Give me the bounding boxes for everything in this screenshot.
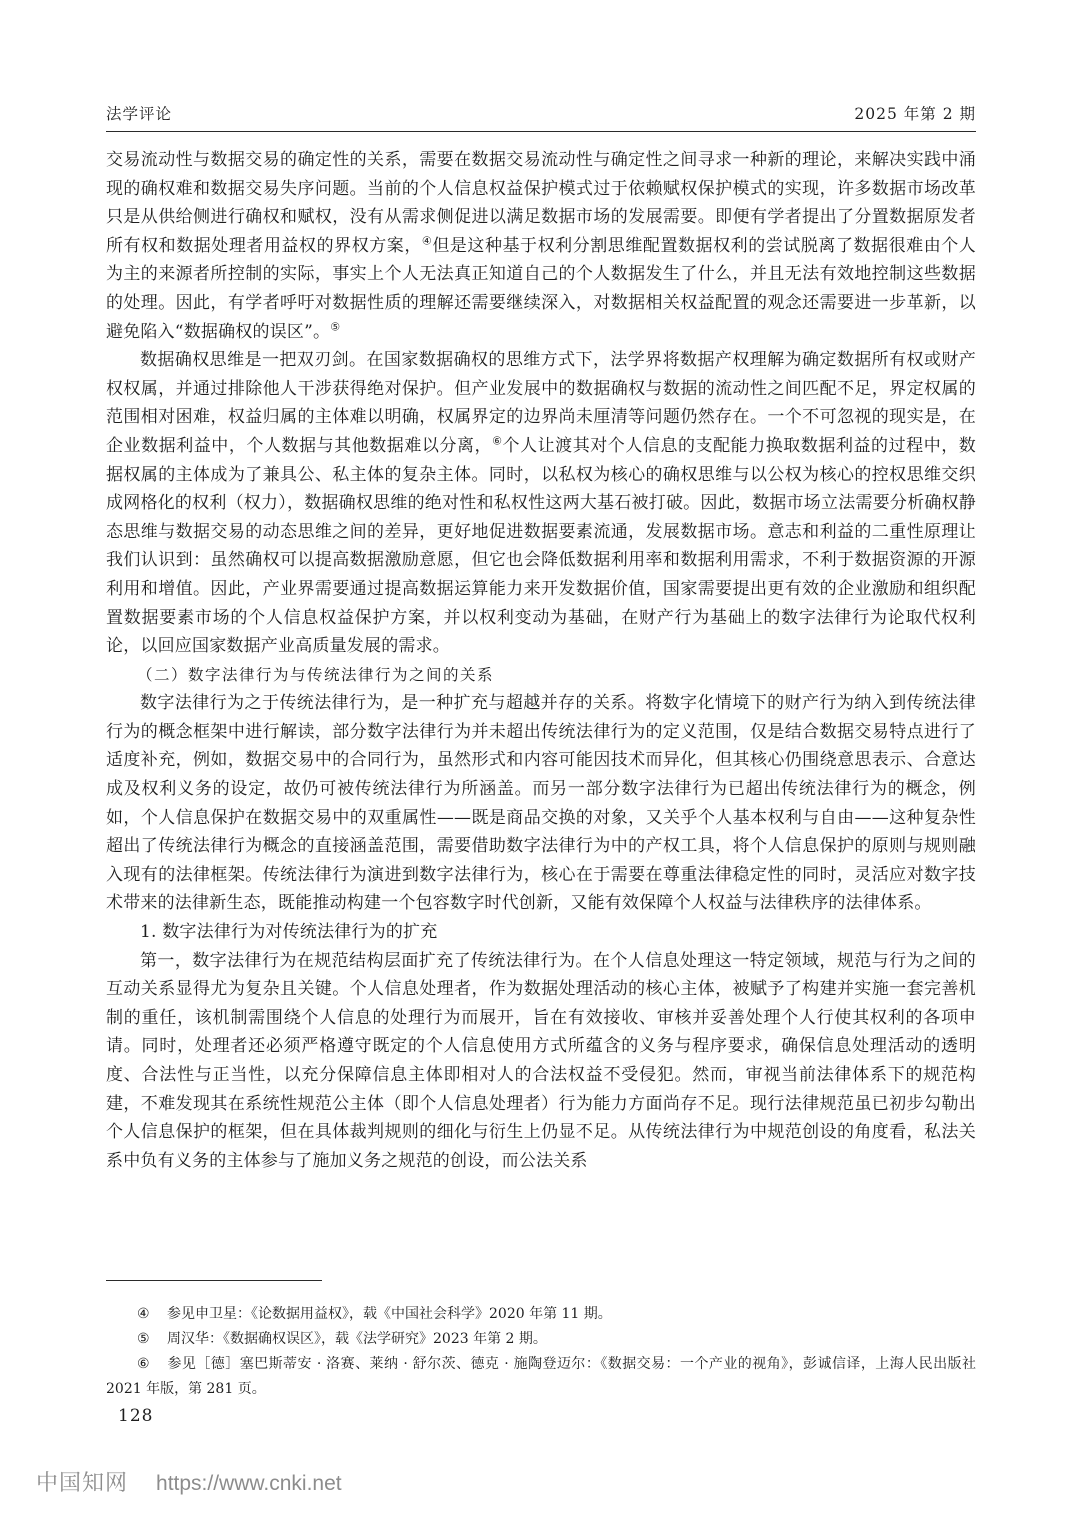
footnote-text: 周汉华：《数据确权误区》，载《法学研究》2023 年第 2 期。 (167, 1331, 547, 1347)
footnote-ref[interactable]: ④ (421, 234, 433, 248)
paragraph: 交易流动性与数据交易的确定性的关系，需要在数据交易流动性与确定性之间寻求一种新的理论，来解决实践中涌现的确权难和数据交易失序问题。当前的个人信息权益保护模式过于依赖赋权保护模式的实现，许多数据市场改革只是从供给侧进行确权和赋权，没有从需求侧促进以满足数据市场的发展需要。即便有学者提出了分置数据原发者所有权和数据处理者用益权的界权方案，④但是这种基于权利分割思维配置数据权利的尝试脱离了数据很难由个人为主的来源者所控制的实际，事实上个人无法真正知道自己的个人数据发生了什么，并且无法有效地控制这些数据的处理。因此，有学者呼吁对数据性质的理解还需要继续深入，对数据相关权益配置的观念还需要进一步革新，以避免陷入“数据确权的误区”。⑤ (106, 150, 976, 342)
section-heading: （二）数字法律行为与传统法律行为之间的关系 (137, 665, 495, 684)
paragraph: 数字法律行为之于传统法律行为，是一种扩充与超越并存的关系。将数字化情境下的财产行为纳入到传统法律行为的概念框架中进行解读，部分数字法律行为并未超出传统法律行为的定义范围，仅是结合数据交易特点进行了适度补充，例如，数据交易中的合同行为，虽然形式和内容可能因技术而异化，但其核心仍围绕意思表示、合意达成及权利义务的设定，故仍可被传统法律行为所涵盖。而另一部分数字法律行为已超出传统法律行为的概念，例如，个人信息保护在数据交易中的双重属性——既是商品交换的对象，又关乎个人基本权利与自由——这种复杂性超出了传统法律行为概念的直接涵盖范围，需要借助数字法律行为中的产权工具，将个人信息保护的原则与规则融入现有的法律框架。传统法律行为演进到数字法律行为，核心在于需要在尊重法律稳定性的同时，灵活应对数字技术带来的法律新生态，既能推动构建一个包容数字时代创新，又能有效保障个人权益与法律秩序的法律体系。 (106, 693, 976, 914)
footnote-ref[interactable]: ⑤ (330, 319, 341, 333)
article-body (106, 146, 976, 1175)
footnote (106, 1327, 976, 1352)
watermark-url[interactable]: https://www.cnki.net (156, 1472, 342, 1495)
footnote-text: 参见申卫星：《论数据用益权》，载《中国社会科学》2020 年第 11 期。 (167, 1306, 612, 1322)
cnki-logo: 中国知网 (36, 1471, 129, 1496)
footnote-rule (106, 1280, 322, 1281)
page-number: 128 (118, 1406, 154, 1426)
footnote-mark: ⑥ (137, 1356, 150, 1372)
footnotes (106, 1302, 976, 1402)
journal-title: 法学评论 (106, 105, 173, 123)
issue-label: 2025 年第 2 期 (854, 105, 976, 123)
watermark (36, 1466, 342, 1497)
running-header (106, 100, 976, 126)
footnote-mark: ⑤ (137, 1331, 150, 1347)
subsection-heading: 1. 数字法律行为对传统法律行为的扩充 (140, 922, 438, 943)
footnote (106, 1352, 976, 1402)
footnote-ref[interactable]: ⑥ (492, 434, 503, 448)
footnote (106, 1302, 976, 1327)
footnote-mark: ④ (137, 1306, 150, 1322)
header-rule (106, 131, 976, 132)
footnote-text: 参见［德］塞巴斯蒂安 · 洛赛、莱纳 · 舒尔茨、德克 · 施陶登迈尔：《数据交易：一个产业的视角》，彭诚信译，上海人民出版社 2021 年版，第 281 页。 (106, 1356, 976, 1397)
paragraph: 第一，数字法律行为在规范结构层面扩充了传统法律行为。在个人信息处理这一特定领域，规范与行为之间的互动关系显得尤为复杂且关键。个人信息处理者，作为数据处理活动的核心主体，被赋予了构建并实施一套完善机制的重任，该机制需围绕个人信息的处理行为而展开，旨在有效接收、审核并妥善处理个人行使其权利的各项申请。同时，处理者还必须严格遵守既定的个人信息使用方式所蕴含的义务与程序要求，确保信息处理活动的透明度、合法性与正当性，以充分保障信息主体即相对人的合法权益不受侵犯。然而，审视当前法律体系下的规范构建，不难发现其在系统性规范公主体（即个人信息处理者）行为能力方面尚存不足。现行法律规范虽已初步勾勒出个人信息保护的框架，但在具体裁判规则的细化与衍生上仍显不足。从传统法律行为中规范创设的角度看，私法关系中负有义务的主体参与了施加义务之规范的创设，而公法关系 (106, 950, 976, 1171)
paragraph: 数据确权思维是一把双刃剑。在国家数据确权的思维方式下，法学界将数据产权理解为确定数据所有权或财产权权属，并通过排除他人干涉获得绝对保护。但产业发展中的数据确权与数据的流动性之间匹配不足，界定权属的范围相对困难，权益归属的主体难以明确，权属界定的边界尚未厘清等问题仍然存在。一个不可忽视的现实是，在企业数据利益中，个人数据与其他数据难以分离，⑥个人让渡其对个人信息的支配能力换取数据利益的过程中，数据权属的主体成为了兼具公、私主体的复杂主体。同时，以私权为核心的确权思维与以公权为核心的控权思维交织成网格化的权利（权力），数据确权思维的绝对性和私权性这两大基石被打破。因此，数据市场立法需要分析确权静态思维与数据交易的动态思维之间的差异，更好地促进数据要素流通，发展数据市场。意志和利益的二重性原理让我们认识到：虽然确权可以提高数据激励意愿，但它也会降低数据利用率和数据利用需求，不利于数据资源的开源利用和增值。因此，产业界需要通过提高数据运算能力来开发数据价值，国家需要提出更有效的企业激励和组织配置数据要素市场的个人信息权益保护方案，并以权利变动为基础，在财产行为基础上的数字法律行为论取代权利论，以回应国家数据产业高质量发展的需求。 (106, 350, 977, 657)
